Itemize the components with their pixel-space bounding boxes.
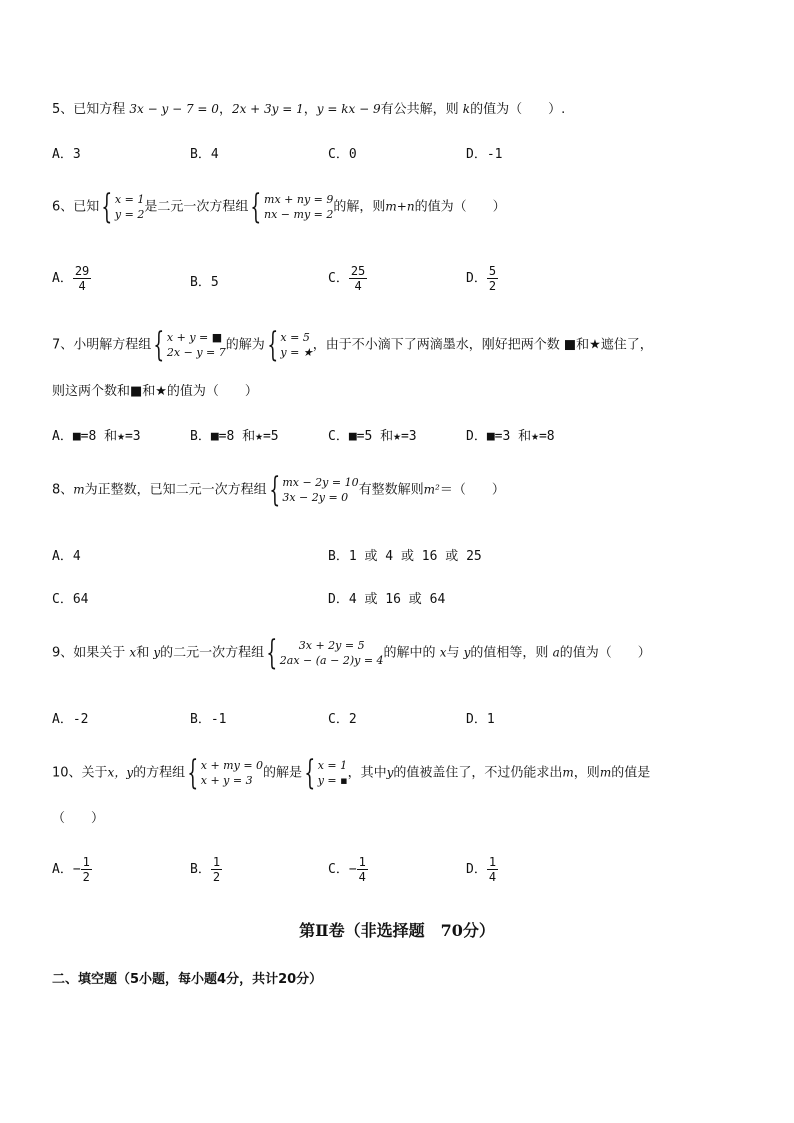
q6-option-a[interactable] xyxy=(52,264,91,293)
left-brace-icon: { xyxy=(266,633,278,673)
fraction-numerator: 5 xyxy=(488,264,497,278)
q5-option-d[interactable]: D．-1 xyxy=(466,147,503,162)
q5-suffix: 的值为（ ）. xyxy=(470,102,566,117)
fraction-numerator: 29 xyxy=(74,264,90,278)
q10-option-c-fraction xyxy=(357,855,368,884)
q9-system-eq-2: 2ax − (a − 2)y = 4 xyxy=(279,654,384,667)
q7-suffix: ，由于不小滴下了两滴墨水，刚好把两个数 ■和★遮住了， xyxy=(312,337,653,353)
q10-option-b-fraction xyxy=(211,855,222,884)
q10-prefix: 10、关于 xyxy=(52,765,108,781)
q8-suffix: 有整数解则 xyxy=(358,482,424,498)
question-10 xyxy=(52,753,651,793)
q6-option-d-fraction xyxy=(487,264,498,293)
q10-y: y xyxy=(386,765,394,780)
q6-option-d-label: D． xyxy=(466,271,487,286)
q5-prefix: 5、已知方程 xyxy=(52,102,126,117)
q9-prefix: 9、如果关于 xyxy=(52,645,126,661)
q6-option-a-label: A． xyxy=(52,271,73,286)
q9-x: x xyxy=(129,645,137,660)
q10-option-b-label: B． xyxy=(190,862,211,877)
left-brace-icon: { xyxy=(250,187,262,227)
q7-prefix: 7、小明解方程组 xyxy=(52,337,152,353)
q5-mid: 有公共解，则 xyxy=(380,102,459,117)
q9-mid: 的二元一次方程组 xyxy=(160,645,265,661)
q5-equation-3: y = kx − 9 xyxy=(316,102,381,116)
fraction-denominator: 4 xyxy=(78,279,86,293)
q10-option-b[interactable] xyxy=(190,855,222,884)
q10-system xyxy=(185,753,264,793)
q7-solution-x: x = 5 xyxy=(280,331,310,344)
q9-option-c[interactable]: C．2 xyxy=(328,712,357,727)
q10-solution-y: y = ▪ xyxy=(317,774,348,787)
q10-option-c-label: C．− xyxy=(328,862,357,877)
q9-option-d[interactable]: D．1 xyxy=(466,712,495,727)
q9-a: a xyxy=(552,645,560,660)
fraction-numerator: 25 xyxy=(350,264,366,278)
question-6 xyxy=(52,187,506,227)
q6-system xyxy=(248,187,334,227)
q10-solution xyxy=(302,753,348,793)
fraction-numerator: 1 xyxy=(82,855,90,869)
fraction-numerator: 1 xyxy=(358,855,366,869)
q9-y: y xyxy=(153,645,161,660)
q5-k: k xyxy=(462,102,471,116)
q6-option-c-fraction xyxy=(349,264,367,293)
q10-suffix: 的值是 xyxy=(611,765,651,781)
q6-system-eq-1: mx + ny = 9 xyxy=(264,193,334,206)
q8-system-eq-1: mx − 2y = 10 xyxy=(282,476,359,489)
q5-sep-2: ， xyxy=(303,102,317,117)
q10-m: m xyxy=(562,765,574,780)
left-brace-icon: { xyxy=(304,753,316,793)
question-8: 8、m为正整数，已知二元一次方程组 { mx − 2y = 10 3x − 2y = 0 有整数解则m²＝（ ） xyxy=(52,470,505,510)
q8-option-d[interactable]: D．4 或 16 或 64 xyxy=(328,592,446,607)
q7-solution xyxy=(265,325,313,365)
fraction-denominator: 4 xyxy=(358,870,366,884)
fraction-denominator: 4 xyxy=(354,279,362,293)
q5-option-a[interactable]: A．3 xyxy=(52,147,81,162)
q7-system xyxy=(151,325,226,365)
question-7 xyxy=(52,325,653,365)
q10-option-d[interactable] xyxy=(466,855,498,884)
q8-suffix-2: ＝（ ） xyxy=(439,482,505,498)
q9-and: 和 xyxy=(136,645,150,661)
q6-option-c[interactable] xyxy=(328,264,367,293)
q10-mid-3: ，其中 xyxy=(347,765,387,781)
question-10-line-2: （ ） xyxy=(52,811,105,826)
q8-m: m xyxy=(73,482,85,497)
q6-option-b[interactable]: B．5 xyxy=(190,275,219,290)
q8-system-eq-2: 3x − 2y = 0 xyxy=(282,491,349,504)
q10-option-d-fraction xyxy=(487,855,498,884)
q8-option-c[interactable]: C．64 xyxy=(52,592,89,607)
q6-system-eq-2: nx − my = 2 xyxy=(264,208,334,221)
q10-option-a[interactable] xyxy=(52,855,92,884)
q10-system-eq-2: x + y = 3 xyxy=(200,774,253,787)
q5-option-c[interactable]: C．0 xyxy=(328,147,357,162)
q9-system xyxy=(264,633,384,673)
question-7-line-2: 则这两个数和■和★的值为（ ） xyxy=(52,384,258,399)
part-2-title: 第Ⅱ卷（非选择题 70分） xyxy=(299,921,495,940)
q9-suffix: 的值为（ ） xyxy=(559,645,651,661)
q7-solution-y: y = ★ xyxy=(280,346,313,359)
q7-system-eq-1: x + y = ■ xyxy=(166,331,223,344)
q8-option-a[interactable]: A．4 xyxy=(52,549,81,564)
left-brace-icon: { xyxy=(267,325,279,365)
q10-xy: x，y xyxy=(107,765,134,780)
q10-option-a-label: A．− xyxy=(52,862,81,877)
q6-option-a-fraction xyxy=(73,264,91,293)
q7-system-eq-2: 2x − y = 7 xyxy=(166,346,226,359)
q10-mid-2: 的解是 xyxy=(263,765,303,781)
q7-option-c[interactable]: C．■=5 和★=3 xyxy=(328,429,417,444)
left-brace-icon: { xyxy=(269,470,280,510)
q10-mid-4: 的值被盖住了，不过仍能求出 xyxy=(393,765,563,781)
question-9 xyxy=(52,633,651,673)
q8-m-squared: m² xyxy=(423,482,440,497)
q6-prefix: 6、已知 xyxy=(52,199,100,215)
q5-equation-2: 2x + 3y = 1 xyxy=(231,102,304,116)
q9-option-a[interactable]: A．-2 xyxy=(52,712,89,727)
fraction-denominator: 2 xyxy=(488,279,497,293)
q9-y-2: y xyxy=(463,645,471,660)
left-brace-icon: { xyxy=(153,325,165,365)
q6-option-c-label: C． xyxy=(328,271,349,286)
q9-mid-3: 的值相等，则 xyxy=(470,645,549,661)
q10-option-d-label: D． xyxy=(466,862,487,877)
q6-expr: m+n xyxy=(385,199,415,214)
q10-mid: 的方程组 xyxy=(133,765,186,781)
left-brace-icon: { xyxy=(101,187,113,227)
fraction-numerator: 1 xyxy=(488,855,497,869)
q5-option-b[interactable]: B．4 xyxy=(190,147,219,162)
q9-with: 与 xyxy=(446,645,460,661)
q7-option-d[interactable]: D．■=3 和★=8 xyxy=(466,429,555,444)
q6-solution xyxy=(99,187,145,227)
q9-system-eq-1: 3x + 2y = 5 xyxy=(298,639,365,652)
q10-option-a-fraction xyxy=(81,855,92,884)
q10-system-eq-1: x + my = 0 xyxy=(200,759,264,772)
q9-x-2: x xyxy=(439,645,447,660)
q5-equation-1: 3x − y − 7 = 0 xyxy=(129,102,219,116)
q6-mid: 是二元一次方程组 xyxy=(144,199,249,215)
fraction-numerator: 1 xyxy=(212,855,221,869)
q8-option-b[interactable]: B．1 或 4 或 16 或 25 xyxy=(328,549,482,564)
q9-mid-2: 的解中的 xyxy=(383,645,436,661)
q6-solution-y: y = 2 xyxy=(114,208,145,221)
q6-suffix: 的解，则 xyxy=(333,199,386,215)
q8-prefix: 为正整数，已知二元一次方程组 xyxy=(84,482,267,498)
q6-option-d[interactable] xyxy=(466,264,498,293)
fraction-denominator: 2 xyxy=(82,870,90,884)
fraction-denominator: 2 xyxy=(212,870,221,884)
q8-system xyxy=(267,470,359,510)
q9-option-b[interactable]: B．-1 xyxy=(190,712,227,727)
q10-m-2: m xyxy=(599,765,612,780)
q7-mid: 的解为 xyxy=(225,337,265,353)
section-2-heading: 二、填空题（5小题，每小题4分，共计20分） xyxy=(52,972,323,987)
q6-suffix-2: 的值为（ ） xyxy=(414,199,506,215)
q5-sep-1: ， xyxy=(218,102,232,117)
left-brace-icon: { xyxy=(187,753,199,793)
q10-mid-5: ，则 xyxy=(573,765,600,781)
q6-solution-x: x = 1 xyxy=(114,193,145,206)
q10-solution-x: x = 1 xyxy=(317,759,348,772)
q10-option-c[interactable] xyxy=(328,855,368,884)
q7-option-a[interactable]: A．■=8 和★=3 xyxy=(52,429,141,444)
fraction-denominator: 4 xyxy=(488,870,497,884)
q7-option-b[interactable]: B．■=8 和★=5 xyxy=(190,429,279,444)
question-5 xyxy=(52,100,565,119)
